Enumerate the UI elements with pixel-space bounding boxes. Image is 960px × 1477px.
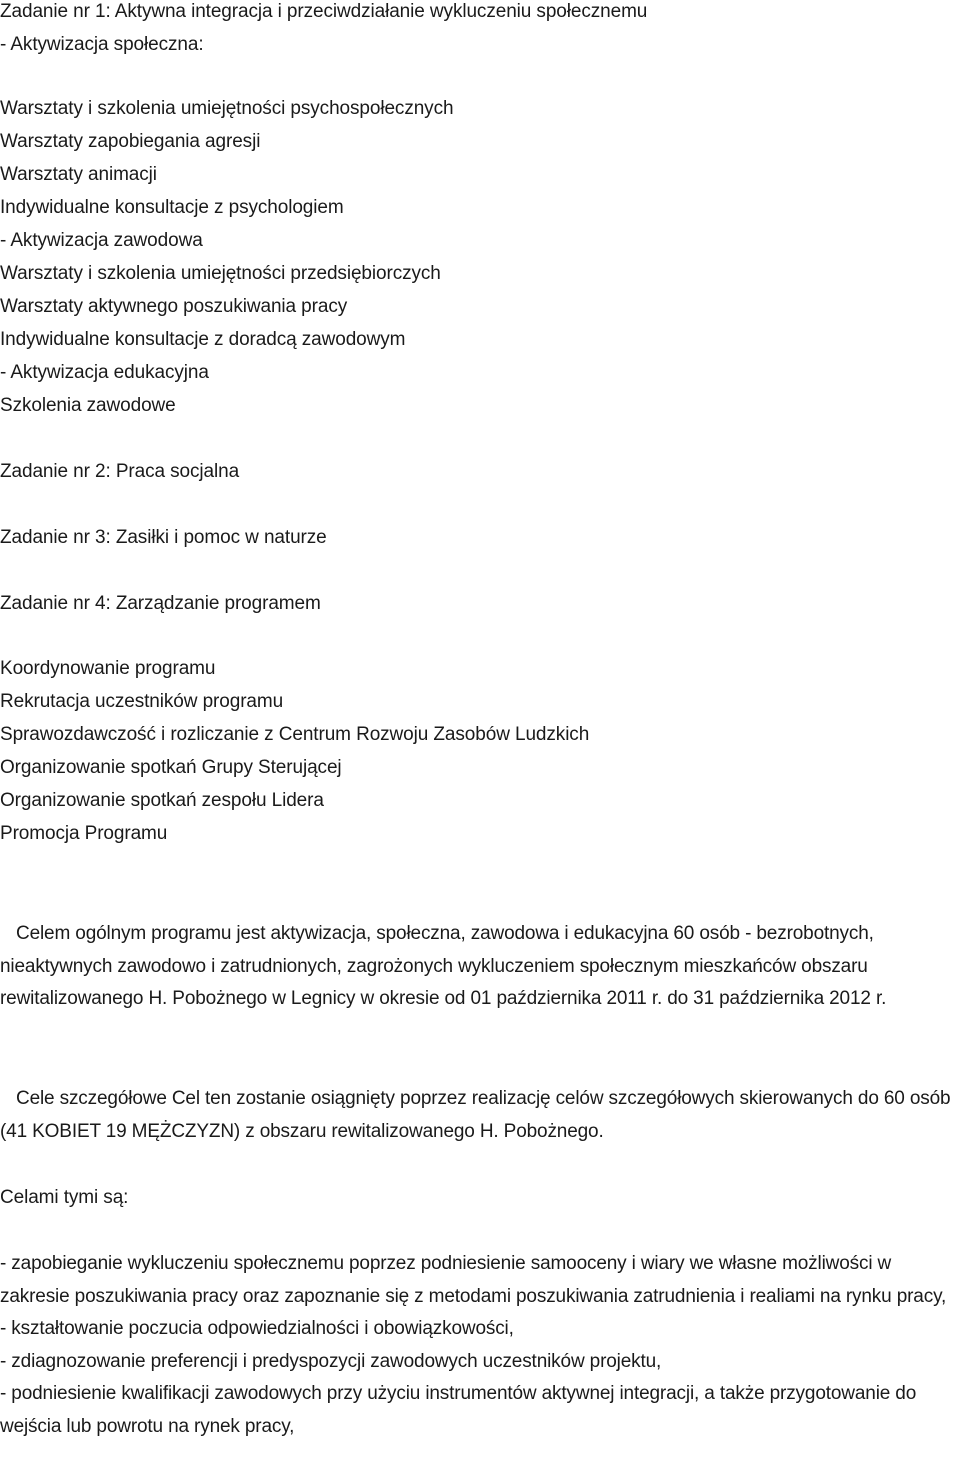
goal-item: - zapobieganie wykluczeniu społecznemu poprzez podniesienie samooceny i wiary we własne możliwości w zakresie poszukiwania pracy oraz zapoznanie się z metodami poszukiwania zatrudnienia i realiami na rynku pracy, (0, 1253, 947, 1307)
list-item: Promocja Programu (0, 823, 168, 844)
task-1-heading: Zadanie nr 1: Aktywna integracja i przeciwdziałanie wykluczeniu społecznemu (0, 1, 648, 22)
list-item: Koordynowanie programu (0, 658, 216, 679)
list-item: Warsztaty i szkolenia umiejętności psychospołecznych (0, 98, 454, 119)
social-activation-heading: - Aktywizacja społeczna: (0, 34, 204, 55)
goal-item: - kształtowanie poczucia odpowiedzialności i obowiązkowości, (0, 1318, 514, 1340)
goal-item: - podniesienie kwalifikacji zawodowych przy użyciu instrumentów aktywnej integracji, a także przygotowanie do wejścia lub powrotu na rynek pracy, (0, 1383, 917, 1437)
goals-list (0, 1248, 958, 1444)
list-item: Warsztaty animacji (0, 164, 157, 185)
task-2-heading: Zadanie nr 2: Praca socjalna (0, 461, 240, 482)
list-item: Rekrutacja uczestników programu (0, 691, 284, 712)
list-item: Warsztaty aktywnego poszukiwania pracy (0, 296, 348, 317)
list-item: Warsztaty i szkolenia umiejętności przedsiębiorczych (0, 263, 441, 284)
list-item: Szkolenia zawodowe (0, 395, 176, 416)
list-item: Sprawozdawczość i rozliczanie z Centrum Rozwoju Zasobów Ludzkich (0, 724, 590, 745)
goal-item: - zdiagnozowanie preferencji i predyspozycji zawodowych uczestników projektu, (0, 1350, 662, 1372)
educational-activation-heading: - Aktywizacja edukacyjna (0, 362, 209, 383)
task-4-heading: Zadanie nr 4: Zarządzanie programem (0, 593, 321, 614)
general-goal-paragraph (0, 918, 958, 1016)
list-item: Organizowanie spotkań zespołu Lidera (0, 790, 324, 811)
list-item: Indywidualne konsultacje z doradcą zawodowym (0, 329, 406, 350)
vocational-activation-heading: - Aktywizacja zawodowa (0, 230, 203, 251)
task-3-heading: Zadanie nr 3: Zasiłki i pomoc w naturze (0, 527, 327, 548)
list-item: Indywidualne konsultacje z psychologiem (0, 197, 344, 218)
specific-goals-paragraph (0, 1083, 958, 1148)
list-item: Warsztaty zapobiegania agresji (0, 131, 261, 152)
goals-intro: Celami tymi są: (0, 1187, 129, 1208)
specific-goals-text: Cele szczegółowe Cel ten zostanie osiągnięty poprzez realizację celów szczegółowych skierowanych do 60 osób (41 KOBIET 19 MĘŻCZYZN) z obszaru rewitalizowanego H. Pobożnego. (0, 1088, 951, 1142)
list-item: Organizowanie spotkań Grupy Sterującej (0, 757, 342, 778)
general-goal-text: Celem ogólnym programu jest aktywizacja, społeczna, zawodowa i edukacyjna 60 osób - bezrobotnych, nieaktywnych zawodowo i zatrudnionych, zagrożonych wykluczeniem społecznym mieszkańców obszaru rewitalizowanego H. Pobożnego w Legnicy w okresie od 01 października 2011 r. do 31 października 2012 r. (0, 923, 887, 1010)
